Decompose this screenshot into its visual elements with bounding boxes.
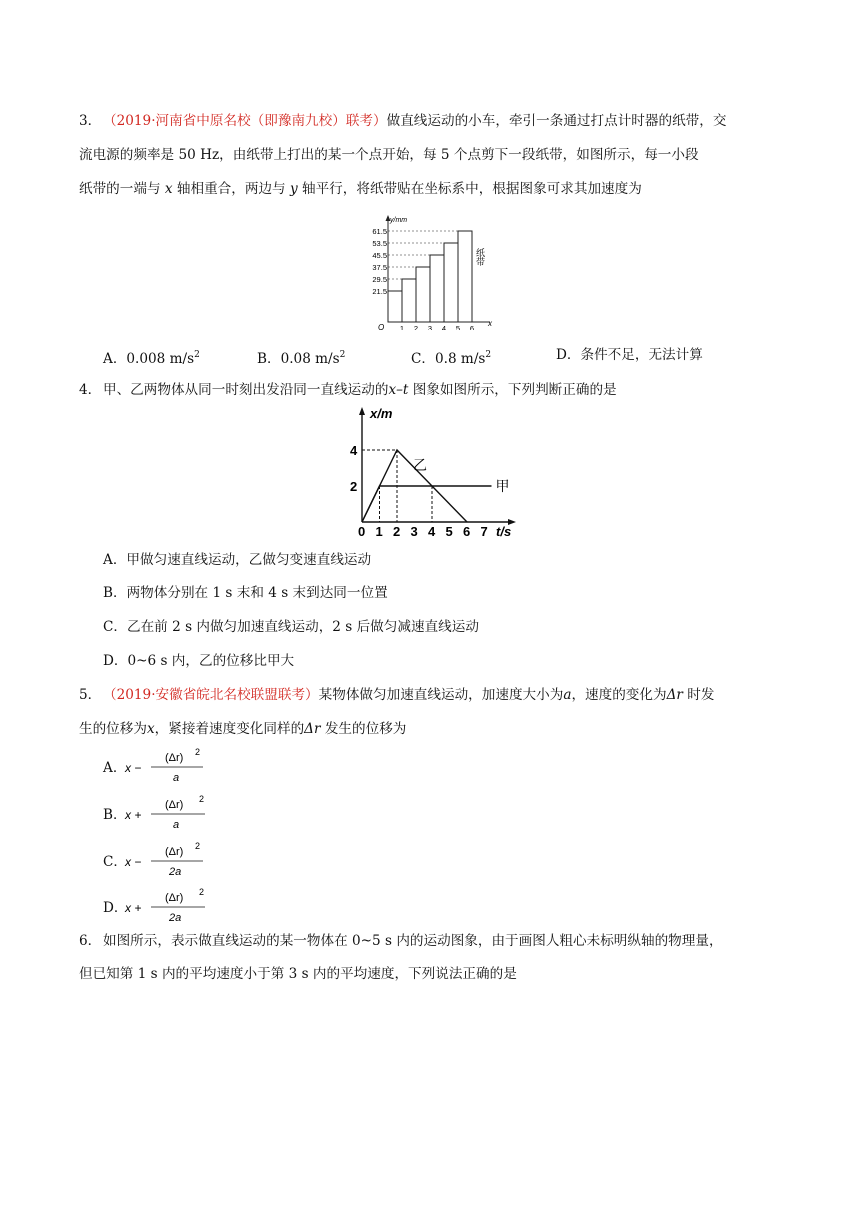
q3-line3b: 轴相重合，两边与 xyxy=(176,181,286,197)
q3-option-d[interactable]: D．条件不足，无法计算 xyxy=(556,347,703,363)
q5-line2b: ，紧接着速度变化同样的 xyxy=(154,721,305,737)
x-tick-label: 3 xyxy=(410,524,418,539)
y-axis-arrow xyxy=(359,407,365,415)
q5-number: 5． xyxy=(79,687,102,703)
q5-source: （2019·安徽省皖北名校联盟联考） xyxy=(103,687,319,703)
q5-line1b: ，速度的变化为 xyxy=(571,687,667,703)
q5-formula-d xyxy=(123,886,223,926)
svg-text:2: 2 xyxy=(195,841,201,851)
svg-text:x −: x − xyxy=(125,761,142,775)
q3-line3a: 纸带的一端与 xyxy=(79,181,161,197)
svg-text:(Δr): (Δr) xyxy=(165,846,184,858)
svg-text:(Δr): (Δr) xyxy=(165,752,184,764)
q3-tape-3 xyxy=(416,267,430,322)
q6-line1: 如图所示，表示做直线运动的某一物体在 0~5 s 内的运动图象，由于画图人粗心未标明纵轴的物理量， xyxy=(103,933,723,949)
svg-text:2: 2 xyxy=(195,747,201,757)
x-tick-label: 5 xyxy=(445,524,453,539)
q3-tape-6 xyxy=(458,231,472,322)
q3-var-x: x xyxy=(164,181,173,197)
svg-text:a: a xyxy=(173,772,180,784)
q3-ytick: 53.5 xyxy=(372,239,387,248)
y-tick-label: 2 xyxy=(350,479,358,494)
q4-number: 4． xyxy=(79,382,102,398)
svg-text:(Δr): (Δr) xyxy=(165,799,184,811)
q5-formula-a xyxy=(123,746,223,786)
q5-line1 xyxy=(103,685,714,705)
q5-line1a: 某物体做匀加速直线运动，加速度大小为 xyxy=(318,687,564,703)
q3-source: （2019·河南省中原名校（即豫南九校）联考） xyxy=(103,113,387,129)
q5-line2c: 发生的位移为 xyxy=(324,721,407,737)
q4-option-a[interactable]: A．甲做匀速直线运动，乙做匀变速直线运动 xyxy=(103,552,372,568)
q3-xtick: 5 xyxy=(455,324,461,330)
q3-x-axis-label: x xyxy=(488,319,492,328)
x-tick-label: 6 xyxy=(463,524,471,539)
x-tick-label: 7 xyxy=(480,524,488,539)
x-axis-label: t/s xyxy=(496,524,512,539)
x-tick-label: 4 xyxy=(428,524,436,539)
q4-stem-b: 图象如图所示，下列判断正确的是 xyxy=(412,382,617,398)
q5-formula-b xyxy=(123,793,223,833)
q3-tape-4 xyxy=(430,255,444,322)
svg-text:2: 2 xyxy=(199,794,205,804)
q3-line2: 流电源的频率是 50 Hz，由纸带上打出的某一个点开始，每 5 个点剪下一段纸带，如图所示，每一小段 xyxy=(79,147,699,163)
q5-var-x: x xyxy=(146,721,155,737)
q3-tape-5 xyxy=(444,243,458,322)
q3-xtick: 3 xyxy=(427,324,433,330)
q3-xtick: 4 xyxy=(441,324,447,330)
q3-origin: O xyxy=(378,323,385,330)
x-tick-label: 0 xyxy=(358,524,366,539)
q3-tape-figure xyxy=(360,212,500,330)
y-tick-label: 4 xyxy=(350,443,358,458)
q3-y-axis-label: y/mm xyxy=(390,217,408,224)
svg-text:(Δr): (Δr) xyxy=(165,892,184,904)
q3-xtick: 1 xyxy=(399,324,405,330)
svg-text:x +: x + xyxy=(125,901,142,915)
svg-text:x −: x − xyxy=(125,855,142,869)
q3-option-c[interactable]: C．0.8 $m/s^2$ xyxy=(411,350,492,367)
y-axis-label: x/m xyxy=(370,406,393,421)
series-label-yi: 乙 xyxy=(413,457,427,473)
q3-ytick: 21.5 xyxy=(372,287,387,296)
q3-line3 xyxy=(79,179,642,199)
q3-ytick: 61.5 xyxy=(372,227,387,236)
q3-option-a[interactable]: A．0.008 $m/s^2$ xyxy=(103,350,200,367)
q3-ytick: 45.5 xyxy=(372,251,387,260)
q3-tape-2 xyxy=(402,279,416,322)
q5-formula-c xyxy=(123,840,223,880)
q6-number: 6． xyxy=(79,933,102,949)
q5-line1c: 时发 xyxy=(687,687,715,703)
q3-xtick: 2 xyxy=(413,324,419,330)
q4-xt-chart xyxy=(340,404,520,542)
q3-xtick: 6 xyxy=(469,324,475,330)
svg-text:2: 2 xyxy=(199,887,205,897)
q4-option-d[interactable]: D．0~6 s 内，乙的位移比甲大 xyxy=(103,653,295,669)
svg-text:2a: 2a xyxy=(169,912,182,924)
q3-tape-1 xyxy=(388,291,402,322)
q3-option-b[interactable]: B．0.08 $m/s^2$ xyxy=(257,350,346,367)
q5-var-a: a xyxy=(563,687,572,703)
q5-var-dv2: Δr xyxy=(304,721,321,737)
q5-line2a: 生的位移为 xyxy=(79,721,147,737)
q4-stem-a: 甲、乙两物体从同一时刻出发沿同一直线运动的 xyxy=(103,382,389,398)
q4-option-b[interactable]: B．两物体分别在 1 s 末和 4 s 末到达同一位置 xyxy=(103,585,388,601)
svg-text:a: a xyxy=(173,819,180,831)
q3-side-label: 纸带 xyxy=(475,248,485,266)
svg-text:2a: 2a xyxy=(169,866,182,878)
series-line-甲 xyxy=(362,486,492,522)
q6-line2: 但已知第 1 s 内的平均速度小于第 3 s 内的平均速度，下列说法正确的是 xyxy=(79,966,517,982)
q3-var-y: y xyxy=(289,181,298,197)
q4-stem xyxy=(103,380,617,400)
q5-line2 xyxy=(79,719,406,739)
series-label-jia: 甲 xyxy=(495,478,510,494)
q3-line1 xyxy=(103,111,726,131)
q3-number: 3． xyxy=(79,113,102,129)
q3-ytick: 29.5 xyxy=(372,275,387,284)
svg-text:x +: x + xyxy=(125,808,142,822)
q3-ytick: 37.5 xyxy=(372,263,387,272)
q4-option-c[interactable]: C．乙在前 2 s 内做匀加速直线运动，2 s 后做匀减速直线运动 xyxy=(103,619,479,635)
q3-line1-text: 做直线运动的小车，牵引一条通过打点计时器的纸带，交 xyxy=(386,113,727,129)
q3-line3c: 轴平行，将纸带贴在坐标系中，根据图象可求其加速度为 xyxy=(301,181,642,197)
x-tick-label: 2 xyxy=(393,524,401,539)
q5-var-dv: Δr xyxy=(666,687,683,703)
q4-stem-var: x–t xyxy=(388,382,409,398)
x-tick-label: 1 xyxy=(375,524,383,539)
